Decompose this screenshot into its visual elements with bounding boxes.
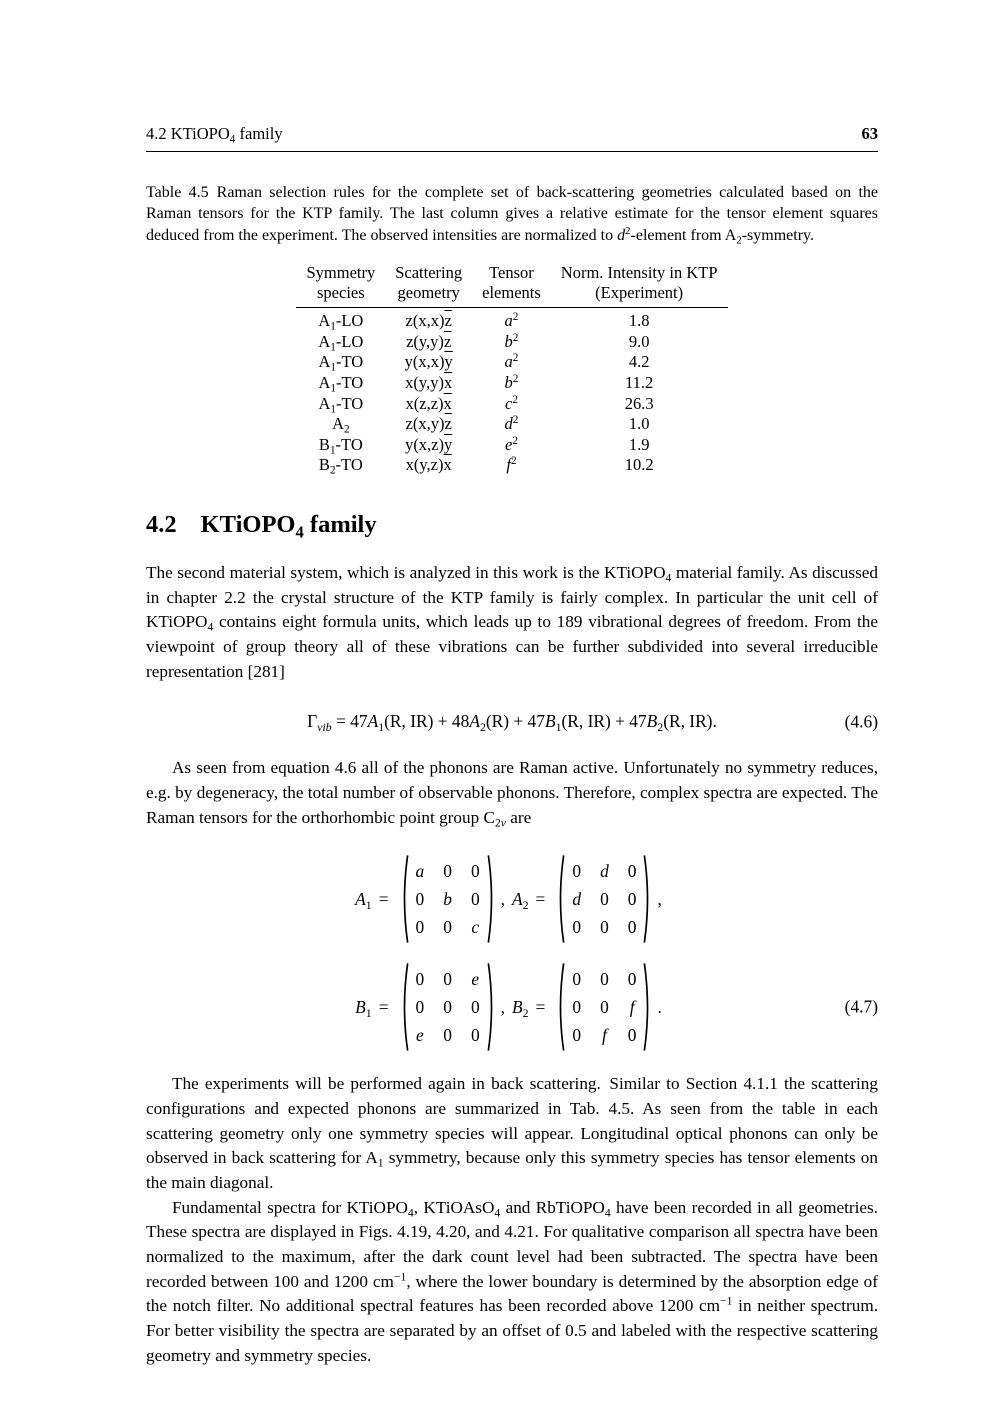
right-paren	[487, 962, 496, 1052]
page-number: 63	[861, 124, 878, 143]
left-paren	[400, 854, 409, 944]
table-head	[296, 263, 727, 308]
matrix-separator: ,	[500, 996, 505, 1017]
cell-geometry: $x(y,z)\overline{x}$	[405, 455, 452, 475]
cell-intensity: 9.0	[628, 331, 650, 351]
table-row	[296, 394, 727, 415]
matrix-entry: 0	[415, 916, 425, 937]
cell-species: $A_1-TO$	[318, 352, 364, 374]
cell-tensor: $b^2$	[504, 331, 519, 351]
matrix	[556, 854, 652, 944]
table-caption: Table 4.5 Raman selection rules for the complete set of back-scattering geometries calculated based on the Raman tensors for the KTP family. The last column gives a relative estimate for the tensor element squares deduced from the experiment. The observed intensities are normalized to $d^2$-element from $A_2$-symmetry.	[146, 184, 878, 246]
matrix-entry: 0	[572, 996, 582, 1017]
matrix-entry: 0	[627, 1024, 637, 1045]
cell-geometry: $x(y,y)\overline{x}$	[405, 372, 453, 392]
matrix	[400, 962, 496, 1052]
table-body	[296, 308, 727, 477]
matrix-separator: ,	[657, 888, 662, 909]
matrix-grid	[565, 854, 643, 944]
matrix-entry: d	[572, 888, 582, 909]
selection-rules-table	[296, 263, 727, 476]
matrix-entry: 0	[443, 1024, 452, 1045]
cell-intensity: 1.9	[628, 434, 650, 454]
cell-intensity: 10.2	[624, 455, 654, 475]
matrix	[400, 854, 496, 944]
cell-intensity: 11.2	[625, 372, 654, 392]
table-row	[296, 352, 727, 373]
matrix-entry: f	[629, 996, 635, 1017]
matrix-grid	[409, 854, 487, 944]
matrix	[556, 962, 652, 1052]
matrix-entry: e	[416, 1024, 424, 1045]
matrix-entry: a	[415, 860, 425, 881]
cell-tensor: $f^2$	[506, 455, 517, 475]
col-header-tensor-elements: Tensor elements	[472, 263, 551, 308]
table-row	[296, 308, 727, 332]
table-header-row	[296, 263, 727, 308]
table-row	[296, 332, 727, 353]
cell-intensity: 26.3	[624, 393, 654, 413]
matrix-entry: 0	[443, 968, 452, 989]
section-title: KTiOPO$_4$ family	[200, 511, 377, 542]
matrix-entry: 0	[415, 888, 425, 909]
matrix-entry: 0	[443, 860, 452, 881]
equation-4-6-label: (4.6)	[844, 711, 878, 732]
col-header-norm-intensity: Norm. Intensity in KTP (Experiment)	[551, 263, 728, 308]
right-paren	[487, 854, 496, 944]
paragraph-2: As seen from equation 4.6 all of the phonons are Raman active. Unfortunately no symmetry reduces, e.g. by degeneracy, the total number of observable phonons. Therefore, complex spectra are expected. The Raman tensors for the orthorhombic point group $C_{2v}$ are	[146, 758, 878, 830]
cell-tensor: $a^2$	[504, 352, 519, 372]
section-number: 4.2	[146, 511, 177, 539]
matrix-entry: b	[443, 888, 452, 909]
paragraph-4: Fundamental spectra for KTiOPO$_4$, KTiOAsO$_4$ and RbTiOPO$_4$ have been recorded in all geometries. These spectra are displayed in Figs. 4.19, 4.20, and 4.21. For qualitative comparison all spectra have been normalized to the maximum, after the dark count level had been subtracted. The spectra have been recorded between 100 and 1200 $cm^{-1}$, where the lower boundary is determined by the absorption edge of the notch filter. No additional spectral features has been recorded above 1200 $cm^{-1}$ in neither spectrum. For better visibility the spectra are separated by an offset of 0.5 and labeled with the respective scattering geometry and symmetry species.	[146, 1197, 878, 1365]
left-paren	[556, 854, 565, 944]
matrix-entry: 0	[572, 968, 582, 989]
cell-species: $A_1-LO$	[318, 311, 364, 333]
table-row	[296, 455, 727, 476]
matrix-entry: 0	[627, 968, 637, 989]
header-rule	[146, 151, 878, 152]
paragraph-1: The second material system, which is analyzed in this work is the KTiOPO$_4$ material family. As discussed in chapter 2.2 the crystal structure of the KTP family is fairly complex. In particular the unit cell of KTiOPO$_4$ contains eight formula units, which leads up to 189 vibrational degrees of freedom. From the viewpoint of group theory all of these vibrations can be further subdivided into several irreducible representation [281]	[146, 562, 878, 681]
matrix-entry: e	[471, 968, 480, 989]
cell-intensity: 1.0	[628, 414, 650, 434]
cell-species: $B_2-TO$	[318, 455, 363, 477]
table-row	[296, 414, 727, 435]
matrix-entry: 0	[470, 888, 480, 909]
cell-geometry: $z(x,x)\overline{z}$	[405, 311, 452, 331]
matrix-entry: f	[601, 1024, 607, 1045]
equation-4-7	[146, 854, 878, 1052]
matrix-separator: ,	[500, 888, 505, 909]
matrix-entry: c	[471, 916, 480, 937]
matrix-entry: 0	[443, 996, 452, 1017]
matrix-entry: 0	[572, 860, 582, 881]
cell-geometry: $z(x,y)\overline{z}$	[405, 414, 452, 434]
matrix-name: $A_2$	[512, 888, 529, 912]
matrix-entry: 0	[415, 996, 425, 1017]
matrix-name: $B_1$	[355, 996, 372, 1020]
cell-intensity: 4.2	[628, 352, 650, 372]
matrix-entry: 0	[627, 916, 637, 937]
matrix-entry: 0	[415, 968, 425, 989]
right-paren	[643, 962, 652, 1052]
matrix-grid	[565, 962, 643, 1052]
matrix-name: $A_1$	[355, 888, 372, 912]
right-paren	[643, 854, 652, 944]
cell-species: $A_1-LO$	[318, 331, 364, 354]
equation-4-7-label: (4.7)	[844, 996, 878, 1017]
cell-tensor: $e^2$	[504, 434, 518, 454]
cell-tensor: $c^2$	[504, 393, 518, 413]
col-header-scattering-geometry: Scattering geometry	[385, 263, 472, 308]
matrix-entry: 0	[600, 996, 609, 1017]
matrix-entry: d	[600, 860, 609, 881]
paragraph-3: The experiments will be performed again in back scattering. Similar to Section 4.1.1 the scattering configurations and expected phonons are summarized in Tab. 4.5. As seen from the table in each scattering geometry only one symmetry species will appear. Longitudinal optical phonons can only be observed in back scattering for $A_1$ symmetry, because only this symmetry species has tensor elements on the main diagonal.	[146, 1074, 878, 1193]
running-title: 4.2 KTiOPO$_4$ family	[146, 124, 283, 146]
matrix-separator: .	[657, 996, 662, 1017]
cell-geometry: $z(y,y)\overline{z}$	[406, 331, 452, 351]
cell-tensor: $b^2$	[504, 372, 519, 392]
equals-sign: =	[378, 996, 389, 1017]
cell-species: $A_1-TO$	[318, 372, 364, 395]
table-row	[296, 435, 727, 456]
equals-sign: =	[378, 888, 389, 909]
equation-4-6	[146, 711, 878, 735]
matrix-entry: 0	[600, 968, 609, 989]
matrix-entry: 0	[600, 916, 609, 937]
equals-sign: =	[535, 996, 546, 1017]
matrix-entry: 0	[627, 860, 637, 881]
equation-4-7-row-B	[146, 962, 878, 1052]
left-paren	[556, 962, 565, 1052]
cell-tensor: $a^2$	[504, 310, 519, 331]
matrix-name: $B_2$	[512, 996, 529, 1020]
cell-geometry: $y(x,z)\overline{y}$	[405, 434, 453, 454]
equation-4-6-body: $\Gamma_{vib} = 47A_1(R$, $IR) + 48A_2(R) + 47B_1(R$, $IR) + 47B_2(R$, IR).	[307, 711, 717, 735]
cell-geometry: $y(x,x)\overline{y}$	[404, 352, 453, 372]
cell-geometry: $x(z,z)\overline{x}$	[405, 393, 452, 413]
cell-tensor: $d^2$	[504, 414, 519, 434]
cell-intensity: 1.8	[628, 311, 650, 331]
page-header	[146, 124, 878, 144]
matrix-entry: 0	[470, 996, 480, 1017]
matrix-entry: 0	[600, 888, 609, 909]
matrix-entry: 0	[572, 916, 582, 937]
matrix-entry: 0	[470, 860, 480, 881]
matrix-grid	[409, 962, 487, 1052]
matrix-entry: 0	[627, 888, 637, 909]
col-header-symmetry-species: Symmetry species	[296, 263, 385, 308]
matrix-entry: 0	[443, 916, 452, 937]
equation-4-7-row-A	[146, 854, 878, 944]
matrix-entry: 0	[470, 1024, 480, 1045]
cell-species: $A_2$	[332, 414, 350, 436]
table-row	[296, 373, 727, 394]
matrix-entry: 0	[572, 1024, 582, 1045]
cell-species: $A_1-TO$	[318, 393, 364, 416]
cell-species: $B_1-TO$	[318, 434, 363, 457]
equals-sign: =	[535, 888, 546, 909]
section-heading	[146, 511, 878, 542]
left-paren	[400, 962, 409, 1052]
